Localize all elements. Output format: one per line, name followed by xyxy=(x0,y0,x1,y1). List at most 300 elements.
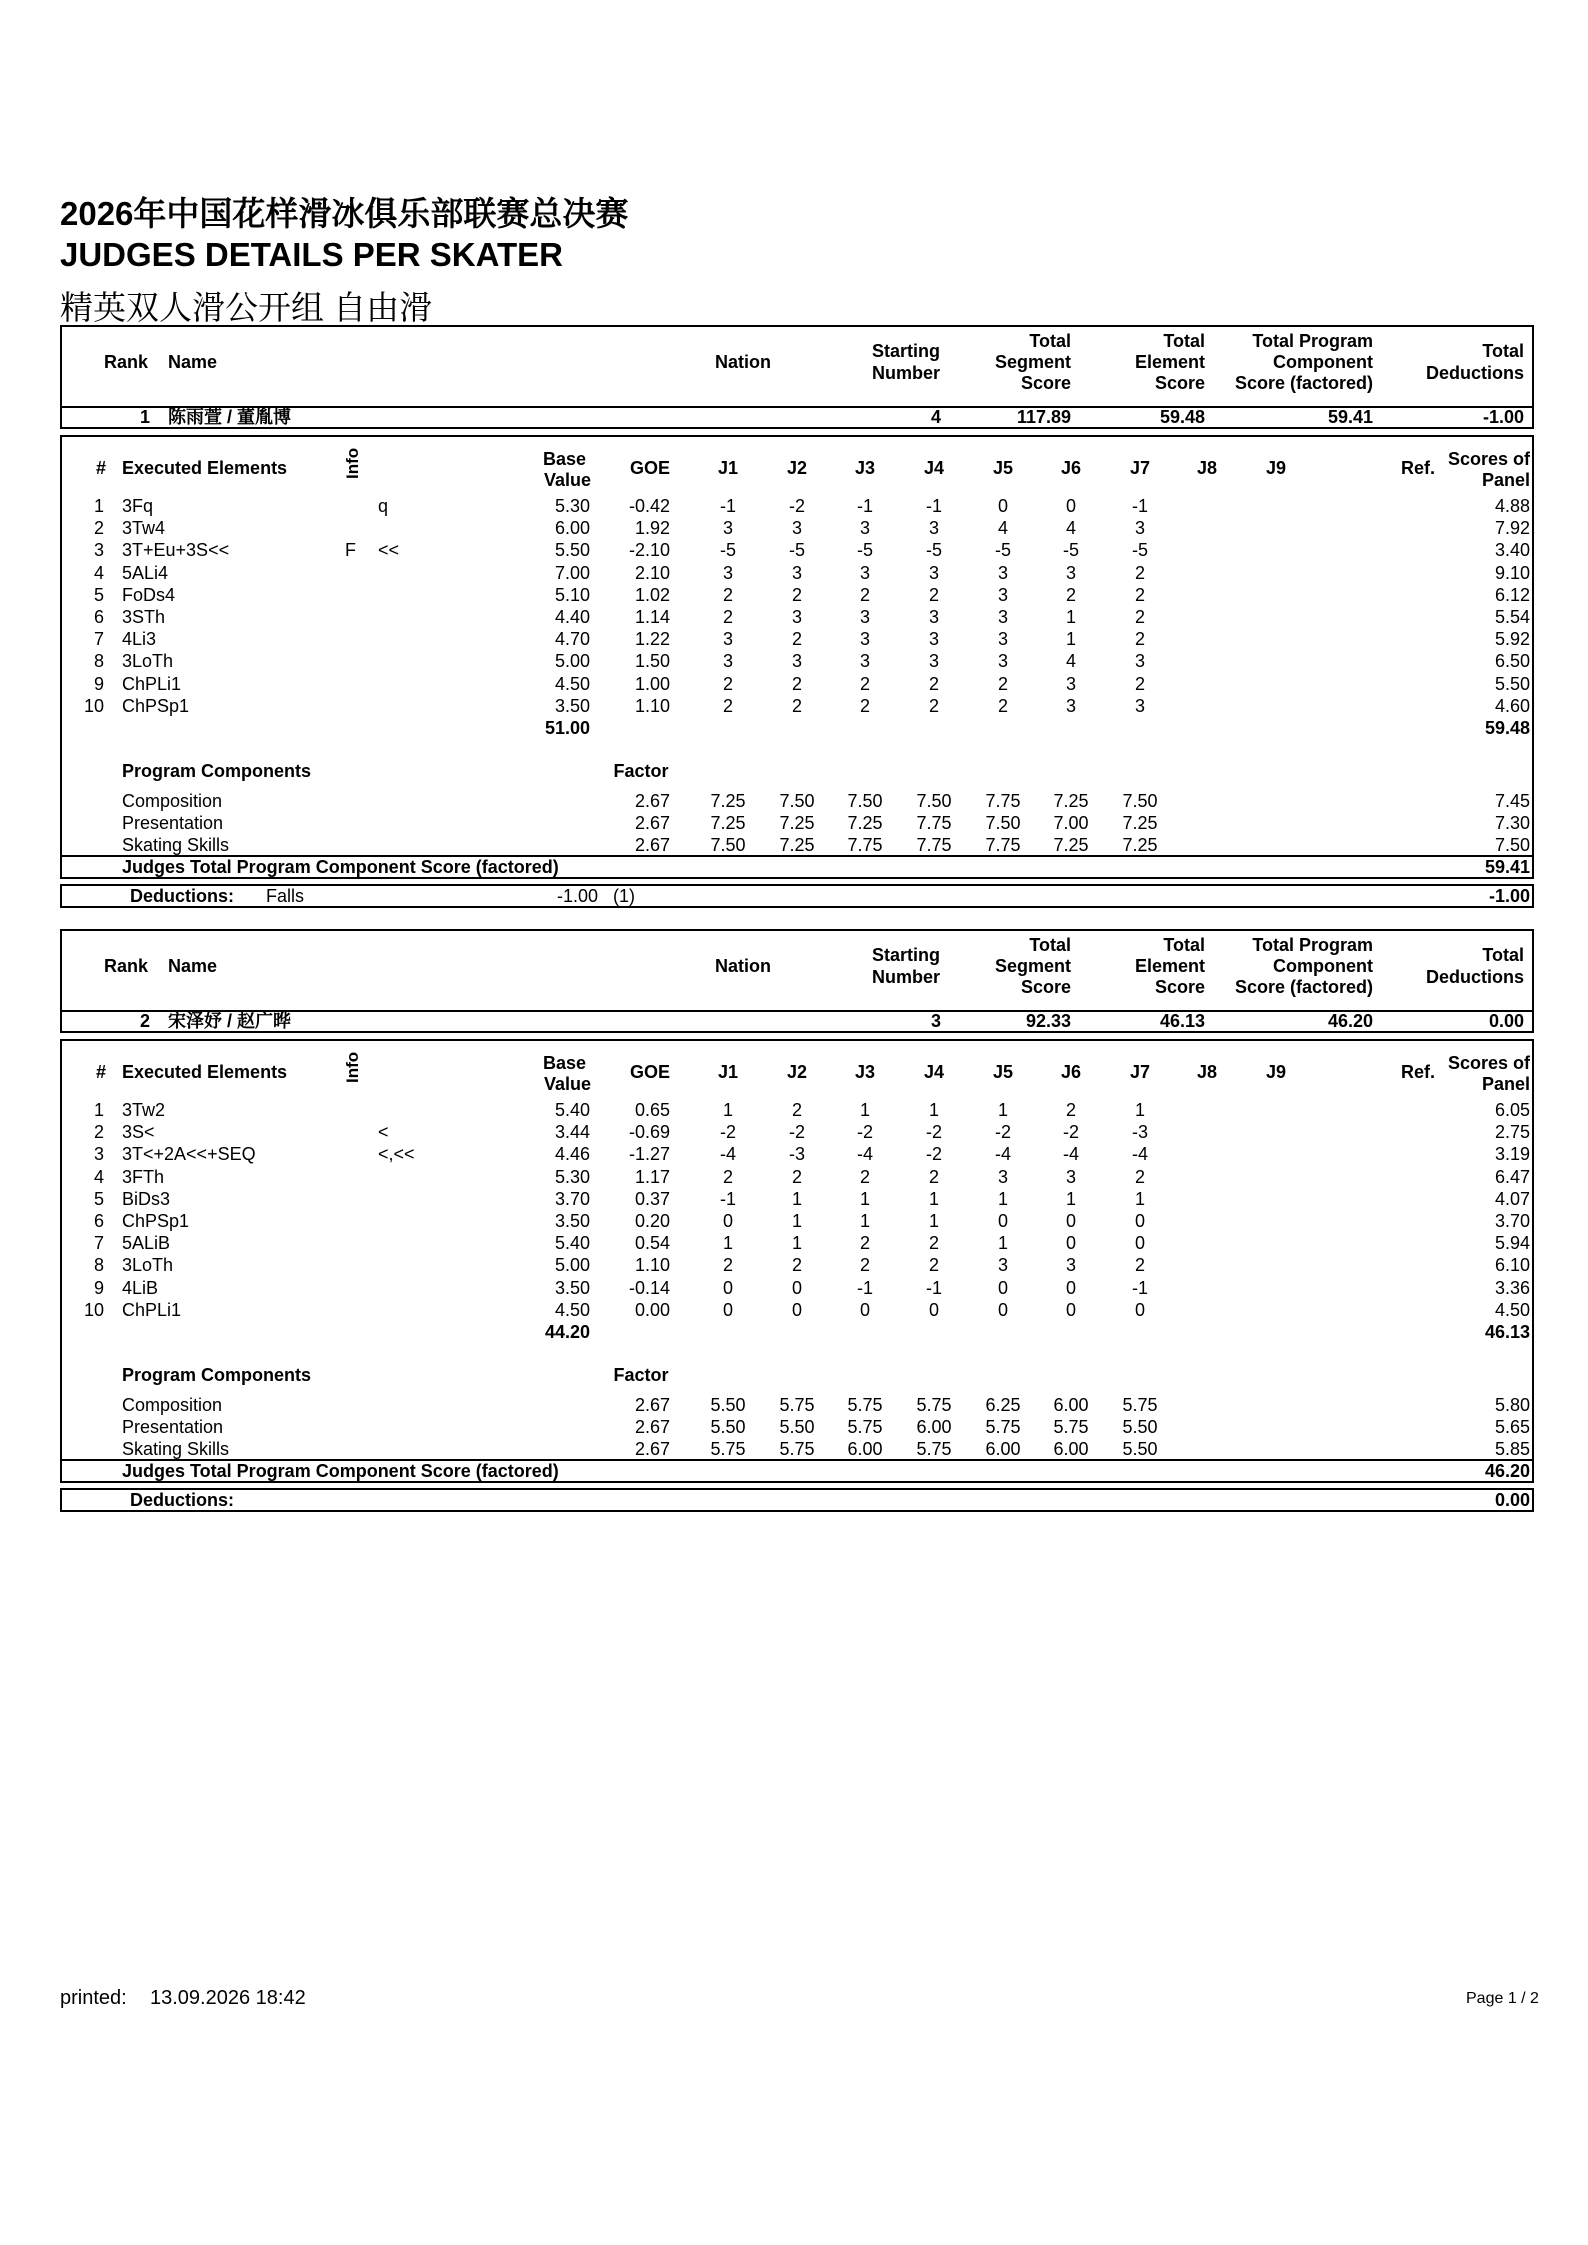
element-judge-score: 3 xyxy=(928,607,939,627)
skater-tss: 117.89 xyxy=(1016,407,1071,427)
element-base-value: 3.50 xyxy=(554,695,590,716)
element-judge-score: 3 xyxy=(859,518,870,539)
element-panel-score: 6.50 xyxy=(1494,651,1530,672)
element-code: 3S< xyxy=(122,1122,155,1143)
element-judge-score: 3 xyxy=(859,629,870,650)
element-judge-score: -1 xyxy=(856,1277,873,1298)
element-info: << xyxy=(378,540,400,561)
pcs-header-1: Total Program xyxy=(1252,331,1373,351)
component-name: Skating Skills xyxy=(122,835,230,855)
element-judge-score: 0 xyxy=(1134,1233,1145,1254)
element-code: 3T<+2A<<+SEQ xyxy=(122,1144,256,1165)
element-judge-score: -5 xyxy=(719,540,736,561)
starting-number-header-2: Number xyxy=(871,363,940,383)
tes-header-3: Score xyxy=(1154,373,1205,393)
element-judge-score: 1 xyxy=(859,1188,870,1209)
element-judge-score: -4 xyxy=(1062,1144,1079,1165)
element-goe: -2.10 xyxy=(628,540,670,561)
element-judge-score: 3 xyxy=(791,651,802,672)
component-judge-score: 6.00 xyxy=(916,1417,952,1437)
element-number: 10 xyxy=(83,695,104,716)
component-judge-score: 6.00 xyxy=(1053,1439,1089,1459)
element-judge-score: 3 xyxy=(1134,695,1145,716)
element-judge-score: 2 xyxy=(859,1166,870,1187)
judge-header-j9: J9 xyxy=(1265,1062,1287,1082)
element-judge-score: 2 xyxy=(791,695,802,716)
element-judge-score: 2 xyxy=(928,673,939,694)
element-base-value: 4.40 xyxy=(554,607,590,627)
element-judge-score: 1 xyxy=(859,1211,870,1231)
element-judge-score: -1 xyxy=(925,1277,942,1298)
scores-of-panel-header-1: Scores of xyxy=(1447,1053,1530,1073)
tes-header-1: Total xyxy=(1163,935,1205,955)
element-judge-score: 1 xyxy=(791,1233,802,1254)
element-judge-score: 0 xyxy=(1065,1277,1076,1298)
element-panel-score: 9.10 xyxy=(1494,562,1530,583)
element-number: 2 xyxy=(93,518,104,539)
element-judge-score: 3 xyxy=(859,562,870,583)
element-judge-score: 2 xyxy=(1134,673,1145,694)
base-value-total: 51.00 xyxy=(544,718,590,738)
tss-header-2: Segment xyxy=(994,352,1071,372)
goe-header: GOE xyxy=(629,458,670,478)
component-judge-score: 7.50 xyxy=(779,791,815,811)
printed-date: 13.09.2026 18:42 xyxy=(150,1987,306,2009)
judge-header-j8: J8 xyxy=(1196,458,1218,478)
element-number: 9 xyxy=(93,673,104,694)
element-judge-score: -4 xyxy=(856,1144,873,1165)
element-panel-score: 5.54 xyxy=(1494,607,1530,627)
component-judge-score: 7.50 xyxy=(847,791,883,811)
component-judge-score: 5.75 xyxy=(985,1417,1021,1437)
element-judge-score: 1 xyxy=(928,1100,939,1120)
judge-header-j1: J1 xyxy=(717,1062,739,1082)
element-judge-score: -2 xyxy=(856,1122,873,1143)
program-components-header: Program Components xyxy=(122,761,312,781)
element-judge-score: 0 xyxy=(1134,1299,1145,1320)
tss-header-2: Segment xyxy=(994,956,1071,976)
component-panel-score: 5.65 xyxy=(1494,1417,1530,1437)
element-judge-score: 3 xyxy=(791,607,802,627)
element-panel-score: 4.07 xyxy=(1494,1188,1530,1209)
report-title: JUDGES DETAILS PER SKATER xyxy=(60,236,564,273)
element-number: 1 xyxy=(93,496,104,516)
element-judge-score: 3 xyxy=(997,607,1008,627)
element-code: 4Li3 xyxy=(122,629,157,650)
base-value-header-2: Value xyxy=(543,1074,591,1094)
component-judge-score: 7.50 xyxy=(916,791,952,811)
element-base-value: 5.50 xyxy=(554,540,590,561)
element-base-value: 4.46 xyxy=(554,1144,590,1165)
element-judge-score: -2 xyxy=(994,1122,1011,1143)
element-panel-score: 4.50 xyxy=(1494,1299,1530,1320)
element-panel-score: 4.88 xyxy=(1494,496,1530,516)
element-judge-score: 3 xyxy=(791,562,802,583)
element-judge-score: 4 xyxy=(1065,518,1076,539)
component-factor: 2.67 xyxy=(634,813,670,833)
element-goe: -0.42 xyxy=(628,496,670,516)
element-goe: 1.02 xyxy=(634,584,670,605)
element-number: 9 xyxy=(93,1277,104,1298)
element-judge-score: 3 xyxy=(722,629,733,650)
component-name: Presentation xyxy=(122,1417,224,1437)
element-code: BiDs3 xyxy=(122,1188,171,1209)
element-judge-score: -5 xyxy=(856,540,873,561)
element-judge-score: 0 xyxy=(1065,1233,1076,1254)
element-judge-score: 2 xyxy=(722,1255,733,1276)
element-info: <,<< xyxy=(378,1144,415,1165)
element-judge-score: 2 xyxy=(997,673,1008,694)
judge-header-j4: J4 xyxy=(923,1062,945,1082)
element-judge-score: 3 xyxy=(859,607,870,627)
element-goe: 1.92 xyxy=(634,518,670,539)
element-base-value: 5.10 xyxy=(554,584,590,605)
name-header: Name xyxy=(168,352,218,372)
component-judge-score: 7.25 xyxy=(1053,835,1089,855)
element-judge-score: 3 xyxy=(928,562,939,583)
component-judge-score: 7.25 xyxy=(1122,835,1158,855)
element-base-value: 5.40 xyxy=(554,1233,590,1254)
element-judge-score: 2 xyxy=(791,629,802,650)
ded-header-1: Total xyxy=(1482,341,1524,361)
info-header: Info xyxy=(343,1051,362,1083)
element-judge-score: 0 xyxy=(997,1299,1008,1320)
element-goe: 1.50 xyxy=(634,651,670,672)
element-judge-score: 3 xyxy=(722,562,733,583)
element-judge-score: 2 xyxy=(722,1166,733,1187)
element-judge-score: 3 xyxy=(859,651,870,672)
judge-header-j3: J3 xyxy=(854,458,876,478)
component-judge-score: 6.00 xyxy=(1053,1395,1089,1415)
skater-pcs: 46.20 xyxy=(1327,1011,1373,1031)
element-base-value: 3.50 xyxy=(554,1277,590,1298)
ded-header-2: Deductions xyxy=(1425,967,1524,987)
element-judge-score: -3 xyxy=(1131,1122,1148,1143)
component-factor: 2.67 xyxy=(634,791,670,811)
element-judge-score: 0 xyxy=(722,1277,733,1298)
judge-header-j3: J3 xyxy=(854,1062,876,1082)
element-judge-score: 2 xyxy=(928,1166,939,1187)
component-judge-score: 7.25 xyxy=(779,813,815,833)
element-judge-score: -5 xyxy=(1062,540,1079,561)
element-judge-score: -2 xyxy=(1062,1122,1079,1143)
element-judge-score: 0 xyxy=(722,1211,733,1231)
component-panel-score: 5.80 xyxy=(1494,1395,1530,1415)
component-judge-score: 7.75 xyxy=(916,835,952,855)
element-judge-score: 1 xyxy=(791,1188,802,1209)
element-judge-score: -4 xyxy=(719,1144,736,1165)
element-code: 5ALiB xyxy=(122,1233,171,1254)
scores-of-panel-header-2: Panel xyxy=(1481,470,1530,490)
element-judge-score: 2 xyxy=(791,1100,802,1120)
component-judge-score: 5.75 xyxy=(779,1395,815,1415)
deductions-total: -1.00 xyxy=(1488,886,1530,906)
element-judge-score: 1 xyxy=(791,1211,802,1231)
element-panel-score: 5.50 xyxy=(1494,673,1530,694)
element-number: 5 xyxy=(93,1188,104,1209)
element-code: ChPSp1 xyxy=(122,695,190,716)
element-base-value: 5.00 xyxy=(554,1255,590,1276)
element-code: 3Fq xyxy=(122,496,154,516)
element-judge-score: 1 xyxy=(722,1100,733,1120)
judge-header-j5: J5 xyxy=(992,1062,1014,1082)
element-judge-score: -2 xyxy=(719,1122,736,1143)
element-code: FoDs4 xyxy=(122,584,176,605)
element-judge-score: 3 xyxy=(791,518,802,539)
element-base-value: 5.40 xyxy=(554,1100,590,1120)
element-judge-score: 2 xyxy=(1134,1255,1145,1276)
element-info: q xyxy=(378,496,389,516)
element-number: 6 xyxy=(93,607,104,627)
element-panel-score: 6.05 xyxy=(1494,1100,1530,1120)
component-judge-score: 5.75 xyxy=(847,1417,883,1437)
element-judge-score: -5 xyxy=(925,540,942,561)
skater-starting-number: 3 xyxy=(930,1011,941,1031)
component-judge-score: 5.75 xyxy=(1053,1417,1089,1437)
base-value-header-1: Base xyxy=(542,449,586,469)
nation-header: Nation xyxy=(715,956,771,976)
element-goe: 0.20 xyxy=(634,1211,670,1231)
element-judge-score: 2 xyxy=(997,695,1008,716)
element-judge-score: 2 xyxy=(722,695,733,716)
ref-header: Ref. xyxy=(1400,1062,1435,1082)
element-code: 3T+Eu+3S<< xyxy=(122,540,230,561)
element-panel-score: 6.10 xyxy=(1494,1255,1530,1276)
skater-starting-number: 4 xyxy=(930,407,941,427)
judge-header-j9: J9 xyxy=(1265,458,1287,478)
component-panel-score: 7.45 xyxy=(1494,791,1530,811)
element-goe: 1.00 xyxy=(634,673,670,694)
rank-header: Rank xyxy=(104,352,149,372)
element-number: 3 xyxy=(93,540,104,561)
base-value-total: 44.20 xyxy=(544,1322,590,1342)
element-goe: 1.10 xyxy=(634,1255,670,1276)
element-number: 8 xyxy=(93,651,104,672)
element-judge-score: 3 xyxy=(1065,562,1076,583)
element-judge-score: -5 xyxy=(788,540,805,561)
element-judge-score: 3 xyxy=(997,562,1008,583)
component-judge-score: 7.50 xyxy=(985,813,1021,833)
component-name: Composition xyxy=(122,1395,223,1415)
element-number: 2 xyxy=(93,1122,104,1143)
element-base-value: 3.50 xyxy=(554,1211,590,1231)
element-judge-score: -2 xyxy=(788,496,805,516)
element-judge-score: 0 xyxy=(928,1299,939,1320)
component-panel-score: 5.85 xyxy=(1494,1439,1530,1459)
component-judge-score: 5.50 xyxy=(710,1395,746,1415)
tss-header-3: Score xyxy=(1020,977,1071,997)
element-judge-score: 2 xyxy=(791,1255,802,1276)
element-goe: -1.27 xyxy=(628,1144,670,1165)
element-goe: 0.37 xyxy=(634,1188,670,1209)
elements-total: 46.13 xyxy=(1484,1322,1530,1342)
element-judge-score: 3 xyxy=(722,651,733,672)
component-judge-score: 5.75 xyxy=(847,1395,883,1415)
element-judge-score: 2 xyxy=(928,1233,939,1254)
element-judge-score: 4 xyxy=(1065,651,1076,672)
element-code: 3FTh xyxy=(122,1166,165,1187)
skater-tes: 59.48 xyxy=(1159,407,1205,427)
skater-rank: 2 xyxy=(139,1011,150,1031)
tes-header-2: Element xyxy=(1134,352,1205,372)
pcs-header-1: Total Program xyxy=(1252,935,1373,955)
factor-header: Factor xyxy=(613,1365,669,1385)
element-judge-score: -2 xyxy=(925,1144,942,1165)
tss-header-3: Score xyxy=(1020,373,1071,393)
deduction-count: (1) xyxy=(613,886,635,906)
element-judge-score: 2 xyxy=(859,695,870,716)
judge-header-j7: J7 xyxy=(1129,458,1151,478)
element-number: 8 xyxy=(93,1255,104,1276)
deductions-box xyxy=(60,1488,1534,1512)
element-judge-score: 2 xyxy=(928,584,939,605)
component-judge-score: 7.25 xyxy=(1053,791,1089,811)
element-judge-score: 3 xyxy=(997,1166,1008,1187)
element-goe: 0.00 xyxy=(634,1299,670,1320)
element-goe: 1.22 xyxy=(634,629,670,650)
element-judge-score: 3 xyxy=(1065,1255,1076,1276)
element-judge-score: -5 xyxy=(1131,540,1148,561)
element-judge-score: -1 xyxy=(856,496,873,516)
nation-header: Nation xyxy=(715,352,771,372)
goe-header: GOE xyxy=(629,1062,670,1082)
element-judge-score: 0 xyxy=(997,496,1008,516)
component-judge-score: 7.25 xyxy=(847,813,883,833)
element-judge-score: 1 xyxy=(1065,607,1076,627)
element-judge-score: -4 xyxy=(1131,1144,1148,1165)
event-title: 2026年中国花样滑冰俱乐部联赛总决赛 xyxy=(60,195,629,232)
skater-tss: 92.33 xyxy=(1025,1011,1071,1031)
judge-header-j2: J2 xyxy=(786,1062,808,1082)
tss-header-1: Total xyxy=(1029,331,1071,351)
element-judge-score: 3 xyxy=(1065,673,1076,694)
starting-number-header: Starting xyxy=(871,945,940,965)
deductions-label: Deductions: xyxy=(130,1490,235,1510)
element-number: 1 xyxy=(93,1100,104,1120)
element-judge-score: 0 xyxy=(791,1299,802,1320)
element-number: 5 xyxy=(93,584,104,605)
scores-of-panel-header-2: Panel xyxy=(1481,1074,1530,1094)
element-base-value: 5.00 xyxy=(554,651,590,672)
judge-header-j6: J6 xyxy=(1060,458,1082,478)
element-judge-score: -2 xyxy=(788,1122,805,1143)
element-judge-score: -1 xyxy=(1131,1277,1148,1298)
component-name: Composition xyxy=(122,791,223,811)
element-judge-score: 0 xyxy=(997,1277,1008,1298)
element-panel-score: 3.19 xyxy=(1494,1144,1530,1165)
component-judge-score: 5.50 xyxy=(1122,1417,1158,1437)
element-panel-score: 5.94 xyxy=(1494,1233,1530,1254)
element-code: 3LoTh xyxy=(122,1255,174,1276)
element-judge-score: 3 xyxy=(928,651,939,672)
component-judge-score: 7.25 xyxy=(710,813,746,833)
element-goe: 1.10 xyxy=(634,695,670,716)
element-goe: 2.10 xyxy=(634,562,670,583)
element-judge-score: 2 xyxy=(859,584,870,605)
judges-total-pcs-value: 46.20 xyxy=(1484,1461,1530,1481)
element-base-value: 4.50 xyxy=(554,673,590,694)
component-factor: 2.67 xyxy=(634,835,670,855)
skater-tes: 46.13 xyxy=(1159,1011,1205,1031)
element-number: 4 xyxy=(93,562,104,583)
name-header: Name xyxy=(168,956,218,976)
element-number: 3 xyxy=(93,1144,104,1165)
element-number: 7 xyxy=(93,629,104,650)
component-judge-score: 7.25 xyxy=(779,835,815,855)
element-judge-score: -1 xyxy=(1131,496,1148,516)
element-panel-score: 3.40 xyxy=(1494,540,1530,561)
component-judge-score: 7.50 xyxy=(1122,791,1158,811)
factor-header: Factor xyxy=(613,761,669,781)
element-judge-score: 3 xyxy=(722,518,733,539)
element-number: 10 xyxy=(83,1299,104,1320)
judges-total-pcs-label: Judges Total Program Component Score (factored) xyxy=(122,1461,559,1481)
judge-header-j5: J5 xyxy=(992,458,1014,478)
element-judge-score: 3 xyxy=(1134,651,1145,672)
element-panel-score: 6.12 xyxy=(1494,584,1530,605)
element-judge-score: 2 xyxy=(859,1255,870,1276)
element-judge-score: 0 xyxy=(1134,1211,1145,1231)
starting-number-header-2: Number xyxy=(871,967,940,987)
element-panel-score: 4.60 xyxy=(1494,695,1530,716)
element-judge-score: 2 xyxy=(928,695,939,716)
component-judge-score: 7.75 xyxy=(847,835,883,855)
element-flag: F xyxy=(345,540,356,561)
tes-header-3: Score xyxy=(1154,977,1205,997)
element-judge-score: 3 xyxy=(1134,518,1145,539)
element-judge-score: -2 xyxy=(925,1122,942,1143)
element-judge-score: 1 xyxy=(722,1233,733,1254)
element-judge-score: 1 xyxy=(997,1188,1008,1209)
component-judge-score: 7.25 xyxy=(1122,813,1158,833)
element-judge-score: 2 xyxy=(722,673,733,694)
component-panel-score: 7.30 xyxy=(1494,813,1530,833)
element-number: 7 xyxy=(93,1233,104,1254)
tes-header-2: Element xyxy=(1134,956,1205,976)
category-title: 精英双人滑公开组 自由滑 xyxy=(60,289,433,326)
element-base-value: 3.44 xyxy=(554,1122,590,1143)
element-code: ChPLi1 xyxy=(122,1299,182,1320)
component-judge-score: 7.75 xyxy=(916,813,952,833)
element-judge-score: 2 xyxy=(722,584,733,605)
element-judge-score: 2 xyxy=(791,673,802,694)
element-judge-score: 2 xyxy=(1134,607,1145,627)
element-judge-score: 1 xyxy=(1065,1188,1076,1209)
element-code: 5ALi4 xyxy=(122,562,169,583)
element-judge-score: 1 xyxy=(859,1100,870,1120)
element-goe: 0.54 xyxy=(634,1233,670,1254)
element-number: 6 xyxy=(93,1211,104,1231)
element-judge-score: 2 xyxy=(791,584,802,605)
deduction-value: -1.00 xyxy=(556,886,598,906)
skater-name: 陈雨萱 / 董胤博 xyxy=(168,407,292,427)
component-judge-score: 7.75 xyxy=(985,791,1021,811)
element-judge-score: 2 xyxy=(1065,1100,1076,1120)
element-judge-score: 3 xyxy=(997,629,1008,650)
component-judge-score: 7.75 xyxy=(985,835,1021,855)
component-judge-score: 5.75 xyxy=(1122,1395,1158,1415)
element-code: 3LoTh xyxy=(122,651,174,672)
element-judge-score: -5 xyxy=(994,540,1011,561)
deductions-total: 0.00 xyxy=(1494,1490,1530,1510)
element-goe: -0.69 xyxy=(628,1122,670,1143)
scores-of-panel-header-1: Scores of xyxy=(1447,449,1530,469)
pcs-header-2: Component xyxy=(1273,352,1373,372)
executed-elements-header: Executed Elements xyxy=(122,1062,288,1082)
element-judge-score: 2 xyxy=(1134,584,1145,605)
element-panel-score: 2.75 xyxy=(1494,1122,1530,1143)
element-judge-score: 3 xyxy=(997,584,1008,605)
